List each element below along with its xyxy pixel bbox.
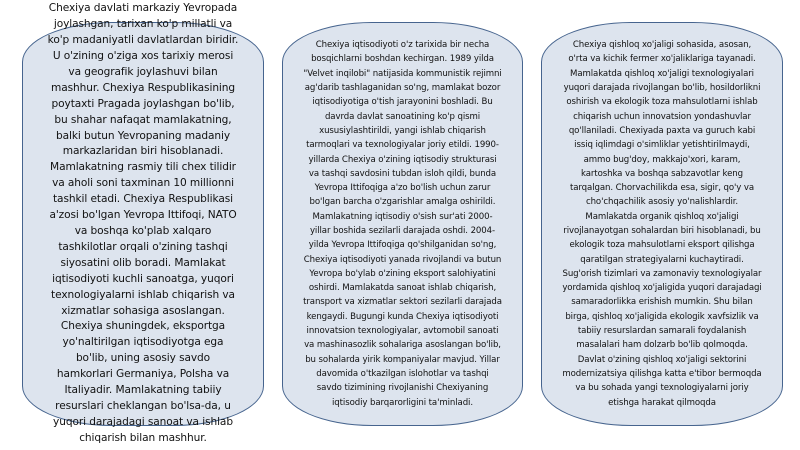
text-panel-economy bbox=[282, 22, 523, 426]
text-panel-country-overview bbox=[22, 2, 264, 444]
panel-text: Chexiya iqtisodiyoti o'z tarixida bir necha bosqichlarni boshdan kechirgan. 1989 yilda "Velvet inqilobi" natijasida kommunistik rejimni ag'darib tashlaganidan so'ng, mamlakat bozor iqtisodiyotiga o'tish jarayonini boshladi. Bu davrda davlat sanoatining ko'p qismi xususiylashtirildi, yangi ishlab chiqarish tarmoqlari va texnologiyalar joriy etildi. 1990-yillarda Chexiya o'zining iqtisodiy strukturasi va tashqi savdosini tubdan isloh qildi, bunda Yevropa Ittifoqiga a'zo bo'lish uchun zarur bo'lgan barcha o'zgarishlar amalga oshirildi. Mamlakatning iqtisodiy o'sish sur'ati 2000-yillar boshida sezilarli darajada oshdi. 2004-yilda Yevropa Ittifoqiga qo'shilganidan so'ng, Chexiya iqtisodiyoti yanada rivojlandi va butun Yevropa bo'ylab o'zining eksport salohiyatini oshirdi. Mamlakatda sanoat ishlab chiqarish, transport va xizmatlar sektori sezilarli darajada kengaydi. Bugungi kunda Chexiya iqtisodiyoti innovatsion texnologiyalar, avtomobil sanoati va mashinasozlik sohalariga asoslangan bo'lib, bu sohalarda yirik kompaniyalar mavjud. Yillar davomida o'tkazilgan islohotlar va tashqi savdo tizimining rivojlanishi Chexiyaning iqtisodiy barqarorligini ta'minladi. bbox=[303, 40, 502, 408]
panel-text: Chexiya davlati markaziy Yevropada joylashgan, tarixan ko'p millatli va ko'p madaniyatli davlatlardan biridir. U o'zining o'ziga xos tarixiy merosi va geografik joylashuvi bilan mashhur. Chexiya Respublikasining poytaxti Pragada joylashgan bo'lib, bu shahar nafaqat mamlakatning, balki butun Yevropaning madaniy markazlaridan biri hisoblanadi. Mamlakatning rasmiy tili chex tilidir va aholi soni taxminan 10 millionni tashkil etadi. Chexiya Respublikasi a'zosi bo'lgan Yevropa Ittifoqi, NATO va boshqa ko'plab xalqaro tashkilotlar orqali o'zining tashqi siyosatini olib boradi. Mamlakat iqtisodiyoti kuchli sanoatga, yuqori texnologiyalarni ishlab chiqarish va xizmatlar sohasiga asoslangan. Chexiya shuningdek, eksportga yo'naltirilgan iqtisodiyotga ega bo'lib, uning asosiy savdo hamkorlari Germaniya, Polsha va Italiyadir. Mamlakatning tabiiy resurslari cheklangan bo'lsa-da, u yuqori darajadagi sanoat va ishlab chiqarish bilan mashhur. bbox=[47, 2, 239, 444]
text-panel-agriculture bbox=[541, 22, 783, 426]
panel-text: Chexiya qishloq xo'jaligi sohasida, asosan, o'rta va kichik fermer xo'jaliklariga tayanadi. Mamlakatda qishloq xo'jaligi texnologiyalari yuqori darajada rivojlangan bo'lib, hosildorlikni oshirish va ekologik toza mahsulotlarni ishlab chiqarish uchun innovatsion yondashuvlar qo'llaniladi. Chexiyada paxta va guruch kabi issiq iqlimdagi o'simliklar yetishtirilmaydi, ammo bug'doy, makkajo'xori, karam, kartoshka va boshqa sabzavotlar keng tarqalgan. Chorvachilikda esa, sigir, qo'y va cho'chqachilik asosiy yo'nalishlardir. Mamlakatda organik qishloq xo'jaligi rivojlanayotgan sohalardan biri hisoblanadi, bu ekologik toza mahsulotlarni eksport qilishga qaratilgan strategiyalarni kuchaytiradi. Sug'orish tizimlari va zamonaviy texnologiyalar yordamida qishloq xo'jaligida yuqori darajadagi samaradorlikka erishish mumkin. Shu bilan birga, qishloq xo'jaligida ekologik xavfsizlik va tabiiy resurslardan samarali foydalanish masalalari ham dolzarb bo'lib qolmoqda. Davlat o'zining qishloq xo'jaligi sektorini modernizatsiya qilishga katta e'tibor bermoqda va bu sohada yangi texnologiyalarni joriy etishga harakat qilmoqda bbox=[562, 40, 762, 408]
